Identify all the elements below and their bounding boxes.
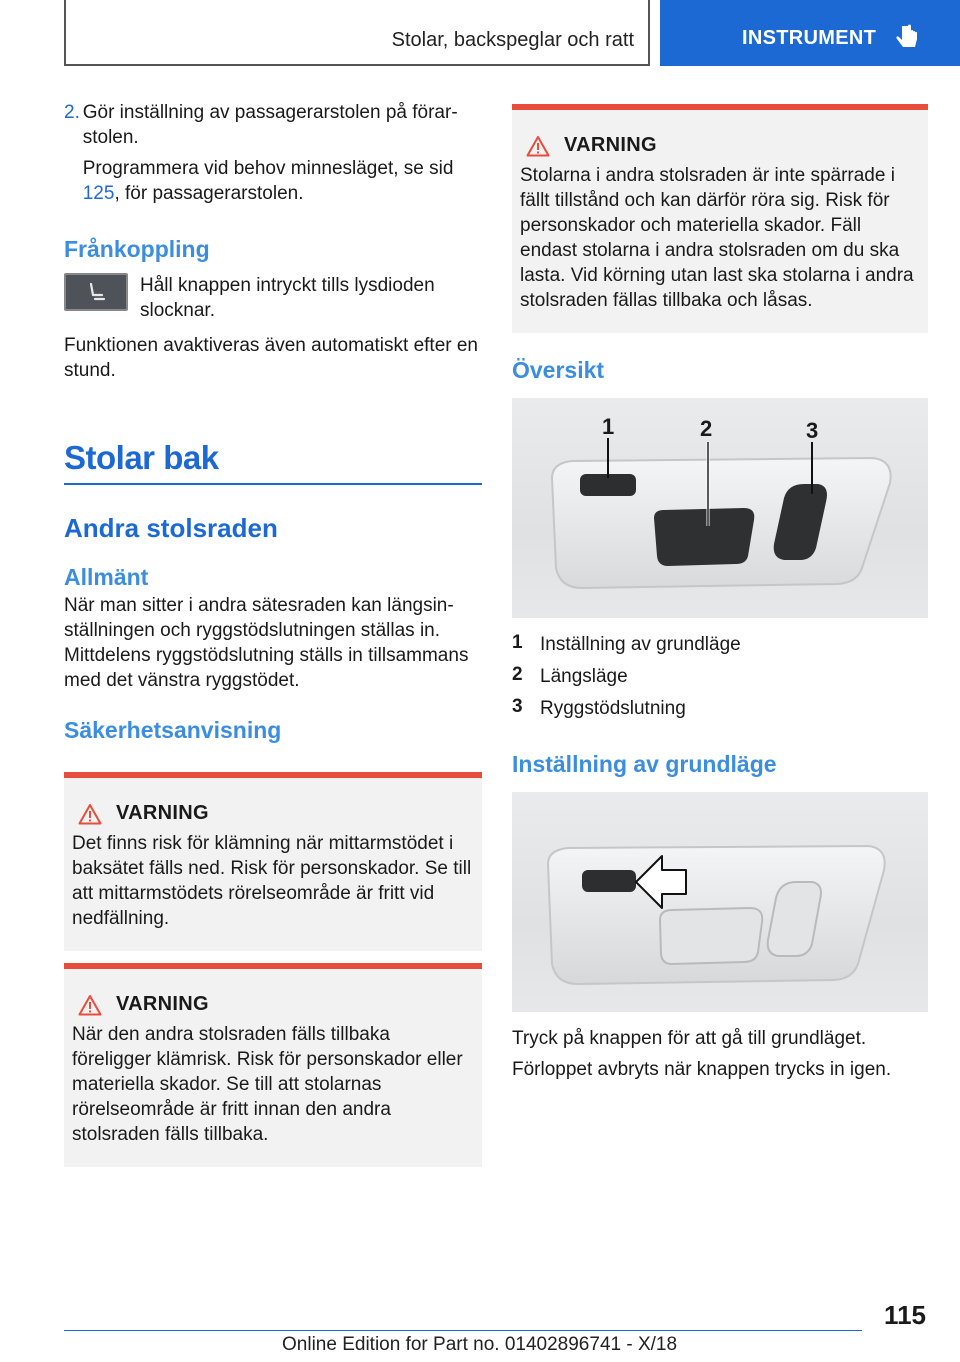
heading-grundlage: Inställning av grundläge <box>512 751 777 777</box>
photo-label-3: 3 <box>806 418 819 443</box>
heading-oversikt: Översikt <box>512 357 605 383</box>
step-text: Gör inställning av passagerarstolen på förar-stolen. <box>82 102 458 148</box>
main-title-wrap <box>64 439 482 485</box>
header-section-box <box>64 0 650 66</box>
allmant-text: När man sitter i andra sätesraden kan längsin-ställningen och ryggstödslutningen ställas in. Mittdelens ryggstödslutning ställs in tillsammans med det vänstra ryggstödet. <box>64 595 469 691</box>
header-chapter-tab[interactable] <box>660 0 960 66</box>
warning-title: VARNING <box>116 802 209 824</box>
warning-box-3 <box>512 104 928 333</box>
header-section-title: Stolar, backspeglar och ratt <box>391 29 634 51</box>
legend-item: 2 Längsläge <box>512 664 628 687</box>
warning-title: VARNING <box>116 993 209 1015</box>
warning-triangle-icon <box>78 994 102 1016</box>
hand-pointer-icon <box>896 24 920 52</box>
warning-title: VARNING <box>564 134 657 156</box>
legend-item: 3 Ryggstödslutning <box>512 696 686 719</box>
heading-allmant: Allmänt <box>64 564 149 590</box>
seat-button-icon <box>64 273 128 311</box>
frankoppling-text: Funktionen avaktiveras även automatiskt efter en stund. <box>64 335 479 381</box>
right-column <box>512 104 928 1082</box>
warning-triangle-icon <box>526 135 550 157</box>
warning-text: Det finns risk för klämning när mittarmstödet i baksätet fälls ned. Risk för personskador. Se till att mittarmstödets rörelseområde är fritt vid nedfällning. <box>72 833 472 929</box>
warning-text: Stolarna i andra stolsraden är inte spärrade i fällt tillstånd och kan därför röra sig. Risk för personskador och materiella skador. Fäll endast stolarna i andra stolsraden om du ska lasta. Vid körning utan last ska stolarna i andra stolsraden fällas tillbaka och låsas. <box>520 165 914 311</box>
footer-divider <box>64 1330 862 1331</box>
page-number: 115 <box>884 1300 926 1330</box>
seat-controls-photo-overview <box>512 398 928 618</box>
overview-legend <box>512 632 928 721</box>
photo-label-2: 2 <box>700 416 713 441</box>
heading-frankoppling: Frånkoppling <box>64 236 210 262</box>
photo-label-1: 1 <box>602 414 615 439</box>
step-2 <box>64 100 482 212</box>
grundlage-text-2: Förloppet avbryts när knappen trycks in igen. <box>512 1059 892 1080</box>
step-subtext: Programmera vid behov minnesläget, se sid 125, för passagerarstolen. <box>82 158 454 204</box>
heading-sakerhet: Säkerhetsanvisning <box>64 717 282 743</box>
page-link-125[interactable]: 125 <box>82 183 115 204</box>
grundlage-text-1: Tryck på knappen för att gå till grundläget. <box>512 1028 867 1049</box>
warning-box-1 <box>64 772 482 951</box>
warning-triangle-icon <box>78 803 102 825</box>
footer-edition: Online Edition for Part no. 01402896741 - X/18 <box>282 1334 678 1355</box>
main-title: Stolar bak <box>64 439 219 476</box>
header-chapter-title: INSTRUMENT <box>742 26 877 49</box>
button-instruction <box>64 273 482 323</box>
warning-text: När den andra stolsraden fälls tillbaka föreligger klämrisk. Risk för personskador eller materiella skador. Se till att stolarnas rörelseområde är fritt innan den andra stolsraden fälls tillbaka. <box>72 1024 463 1145</box>
button-instruction-text: Håll knappen intryckt tills lysdioden slocknar. <box>140 275 435 321</box>
left-column <box>64 100 482 1167</box>
warning-box-2 <box>64 963 482 1167</box>
step-number: 2. <box>64 102 80 123</box>
sub-title: Andra stolsraden <box>64 513 278 543</box>
seat-controls-photo-basic-position <box>512 792 928 1012</box>
legend-item: 1 Inställning av grundläge <box>512 632 741 655</box>
